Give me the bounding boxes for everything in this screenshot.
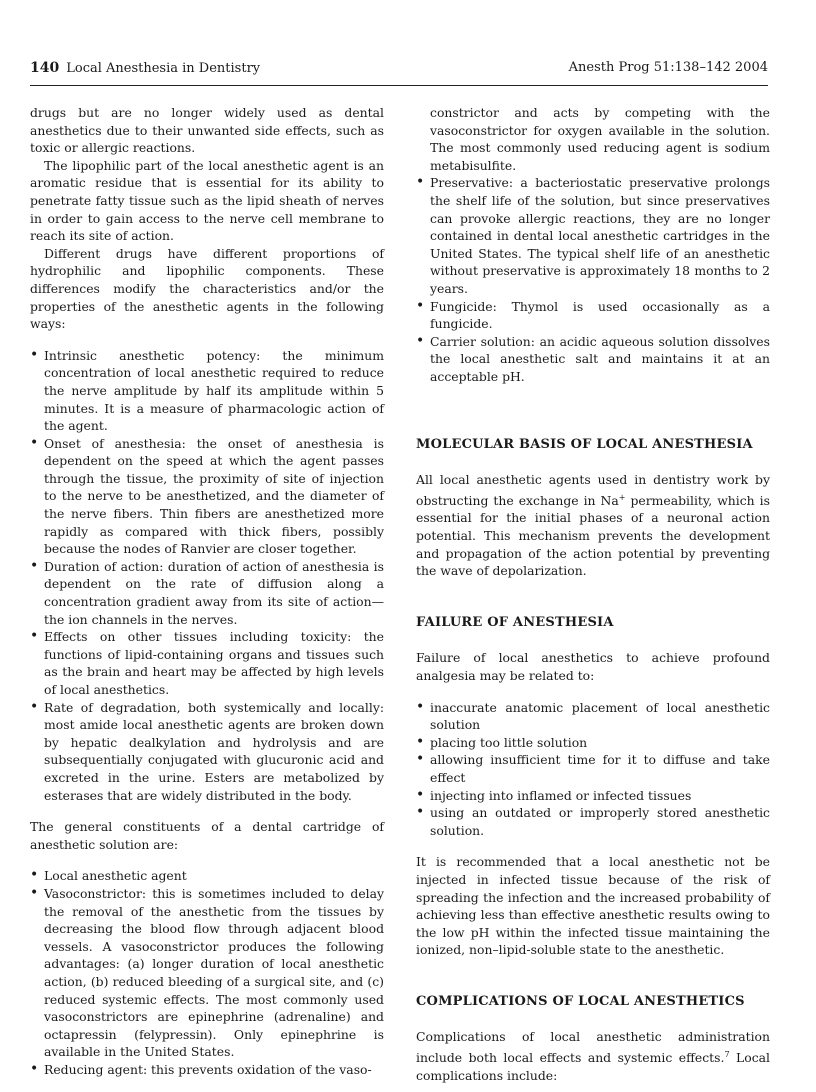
list-item: • Effects on other tissues including toxicity: the functions of lipid-containing organs and tissues such as the brain and heart may be affected by high levels of local anesthetics. <box>30 628 384 698</box>
paragraph-complications <box>416 1028 770 1084</box>
list-item: • Duration of action: duration of action of anesthesia is dependent on the rate of diffusion along a concentration gradient away from its site of action—the ion channels in the nerves. <box>30 558 384 628</box>
running-header <box>30 60 768 82</box>
paragraph-constituents-intro: The general constituents of a dental cartridge of anesthetic solution are: <box>30 819 384 852</box>
list-item: • Vasoconstrictor: this is sometimes included to delay the removal of the anesthetic from the tissues by decreasing the blood flow through adjacent blood vessels. A vasoconstrictor produces the following advantages: (a) longer duration of local anesthetic action, (b) reduced bleeding of a surgical site, and (c) reduced systemic effects. The most commonly used vasoconstrictors are epinephrine (adrenaline) and octapressin (felypressin). Only epinephrine is available in the United States. <box>30 885 384 1061</box>
properties-list <box>30 347 384 804</box>
section-heading-molecular-basis: MOLECULAR BASIS OF LOCAL ANESTHESIA <box>416 436 753 452</box>
right-column <box>416 104 770 1084</box>
reference-superscript: 7 <box>724 1050 730 1060</box>
constituents-list-continued <box>416 174 770 385</box>
list-item: • Carrier solution: an acidic aqueous solution dissolves the local anesthetic salt and maintains it at an acceptable pH. <box>416 333 770 386</box>
list-item: • injecting into inflamed or infected tissues <box>416 787 770 805</box>
paragraph-failure-intro: Failure of local anesthetics to achieve profound analgesia may be related to: <box>416 650 770 683</box>
list-item: • using an outdated or improperly stored anesthetic solution. <box>416 804 770 839</box>
section-heading-failure: FAILURE OF ANESTHESIA <box>416 614 614 630</box>
list-item: • placing too little solution <box>416 734 770 752</box>
molecular-text-b: permeability, which is essential for the initial phases of a neuronal action potential. This mechanism prevents the development and propagation of the action potential by preventing the wave of depolarization. <box>416 492 770 579</box>
list-item: • Preservative: a bacteriostatic preservative prolongs the shelf life of the solution, but since preservatives can provoke allergic reactions, they are no longer contained in dental local anesthetic cartridges in the United States. The typical shelf life of an anesthetic without preservative is approximately 18 months to 2 years. <box>416 174 770 297</box>
list-item: • Reducing agent: this prevents oxidation of the vaso- <box>30 1061 384 1079</box>
list-item: • Onset of anesthesia: the onset of anesthesia is dependent on the speed at which the agent passes through the tissue, the proximity of site of injection to the nerve to be anesthetized, and the diameter of the nerve fibers. Thin fibers are anesthetized more rapidly as compared with thick fibers, possibly because the nodes of Ranvier are closer together. <box>30 435 384 558</box>
list-item: • inaccurate anatomic placement of local anesthetic solution <box>416 699 770 734</box>
list-item: • Intrinsic anesthetic potency: the minimum concentration of local anesthetic required to reduce the nerve amplitude by half its amplitude within 5 minutes. It is a measure of pharmacologic action of the agent. <box>30 347 384 435</box>
left-column <box>30 104 384 1092</box>
paragraph-continued: drugs but are no longer widely used as dental anesthetics due to their unwanted side effects, such as toxic or allergic reactions. <box>30 105 384 156</box>
page-number: 140 <box>30 60 60 76</box>
header-rule <box>30 85 768 86</box>
paragraph-lipophilic: The lipophilic part of the local anesthetic agent is an aromatic residue that is essential for its ability to penetrate fatty tissue such as the lipid sheath of nerves in order to gain access to the nerve cell membrane to reach its site of action. <box>30 157 384 244</box>
list-item: • Rate of degradation, both systemically and locally: most amide local anesthetic agents are broken down by hepatic dealkylation and hydrolysis and are subsequentially conjugated with glucuronic acid and excreted in the urine. Esters are metabolized by esterases that are widely distributed in the body. <box>30 699 384 805</box>
list-item: • Local anesthetic agent <box>30 867 384 885</box>
running-title: Local Anesthesia in Dentistry <box>66 61 261 76</box>
constituents-list <box>30 867 384 1078</box>
molecular-text-a: All local anesthetic agents used in dentistry work by obstructing the exchange in Na <box>416 472 770 508</box>
paragraph-molecular-basis <box>416 471 770 580</box>
list-item: • allowing insufficient time for it to diffuse and take effect <box>416 751 770 786</box>
header-left <box>30 60 260 76</box>
list-item-continued: constrictor and acts by competing with the vasoconstrictor for oxygen available in the solution. The most commonly used reducing agent is sodium metabisulfite. <box>430 105 770 173</box>
paragraph-infected-tissue: It is recommended that a local anesthetic not be injected in infected tissue because of the risk of spreading the infection and the increased probability of achieving less than effective anesthetic results owing to the low pH within the infected tissue maintaining the ionized, non–lipid-soluble state to the anesthetic. <box>416 854 770 958</box>
list-item: • Fungicide: Thymol is used occasionally as a fungicide. <box>416 298 770 333</box>
failure-causes-list <box>416 699 770 840</box>
complications-text-a: Complications of local anesthetic administration include both local effects and systemic effects. <box>416 1029 770 1066</box>
paragraph-proportions: Different drugs have different proportions of hydrophilic and lipophilic components. These differences modify the characteristics and/or the properties of the anesthetic agents in the following ways: <box>30 245 384 332</box>
superscript-plus: + <box>618 492 626 502</box>
journal-citation: Anesth Prog 51:138–142 2004 <box>568 60 768 75</box>
section-heading-complications: COMPLICATIONS OF LOCAL ANESTHETICS <box>416 993 745 1009</box>
complications-text-b: Local complications include: <box>416 1050 770 1083</box>
